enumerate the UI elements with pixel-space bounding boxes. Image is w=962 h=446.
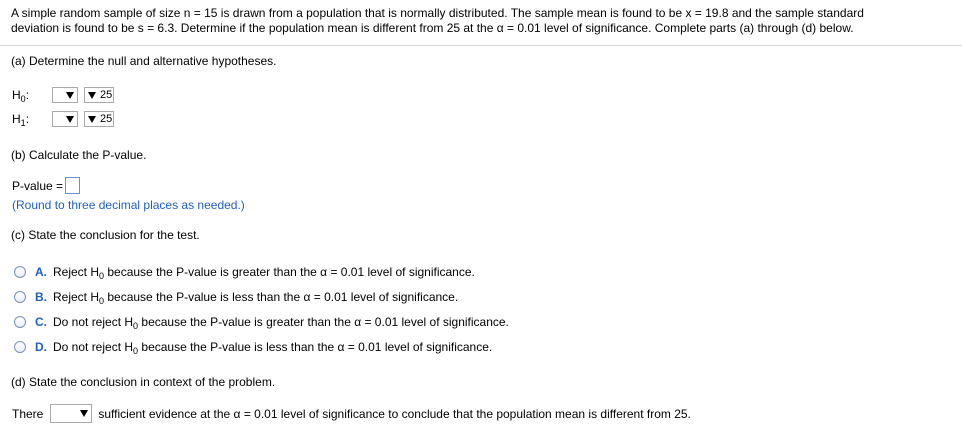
part-d-heading: (d) State the conclusion in context of the problem. <box>11 375 276 389</box>
part-a-heading: (a) Determine the null and alternative hypotheses. <box>11 54 277 68</box>
problem-line-2: deviation is found to be s = 6.3. Determine if the population mean is different from 25 at the α = 0.01 level of significance. Complete parts (a) through (d) below. <box>11 21 854 35</box>
rounding-hint: (Round to three decimal places as needed.) <box>12 198 245 212</box>
triangle-down-icon <box>66 92 74 99</box>
option-a[interactable]: A. Reject $H_0$ because the P-value is greater than the α = 0.01 level of significance. <box>14 264 475 280</box>
h0-label: $H_0$: <box>12 88 30 104</box>
pvalue-row <box>12 177 80 194</box>
pvalue-input[interactable] <box>65 177 80 194</box>
h1-row <box>12 110 120 128</box>
option-b-text: Reject $H_0$ because the P-value is less than the α = 0.01 level of significance. <box>53 290 459 306</box>
option-b[interactable]: B. Reject $H_0$ because the P-value is less than the α = 0.01 level of significance. <box>14 289 458 305</box>
h1-label: $H_1$: <box>12 112 30 128</box>
problem-statement <box>11 6 951 36</box>
h1-parameter-dropdown[interactable] <box>52 111 78 127</box>
conclusion-pre: There <box>12 406 44 421</box>
triangle-down-icon <box>66 116 74 123</box>
part-c-heading: (c) State the conclusion for the test. <box>11 228 200 242</box>
option-d[interactable]: D. Do not reject $H_0$ because the P-value is less than the α = 0.01 level of significance. <box>14 339 492 355</box>
h0-parameter-dropdown[interactable] <box>52 87 78 103</box>
h0-relation-dropdown[interactable] <box>84 87 114 103</box>
conclusion-post: sufficient evidence at the α = 0.01 level of significance to conclude that the population mean is different from 25. <box>98 406 691 421</box>
option-d-text: Do not reject $H_0$ because the P-value is less than the α = 0.01 level of significance. <box>53 340 493 356</box>
h0-row <box>12 86 120 104</box>
pvalue-label: P-value = <box>12 178 64 193</box>
conclusion-dropdown[interactable] <box>50 404 92 423</box>
triangle-down-icon <box>80 410 88 417</box>
h1-value: 25 <box>100 113 113 125</box>
option-c-text: Do not reject $H_0$ because the P-value is greater than the α = 0.01 level of significance. <box>53 315 509 331</box>
problem-line-1: A simple random sample of size n = 15 is drawn from a population that is normally distributed. The sample mean is found to be x = 19.8 and the sample standard <box>11 6 864 20</box>
radio-circle-icon[interactable] <box>14 316 26 328</box>
divider <box>0 45 962 46</box>
radio-circle-icon[interactable] <box>14 266 26 278</box>
radio-circle-icon[interactable] <box>14 341 26 353</box>
triangle-down-icon <box>88 116 96 123</box>
part-b-heading: (b) Calculate the P-value. <box>11 148 147 162</box>
h1-relation-dropdown[interactable] <box>84 111 114 127</box>
triangle-down-icon <box>88 92 96 99</box>
h0-value: 25 <box>100 89 113 101</box>
option-c[interactable]: C. Do not reject $H_0$ because the P-value is greater than the α = 0.01 level of significance. <box>14 314 509 330</box>
radio-circle-icon[interactable] <box>14 291 26 303</box>
conclusion-row <box>12 404 691 423</box>
option-a-text: Reject $H_0$ because the P-value is greater than the α = 0.01 level of significance. <box>53 265 475 281</box>
